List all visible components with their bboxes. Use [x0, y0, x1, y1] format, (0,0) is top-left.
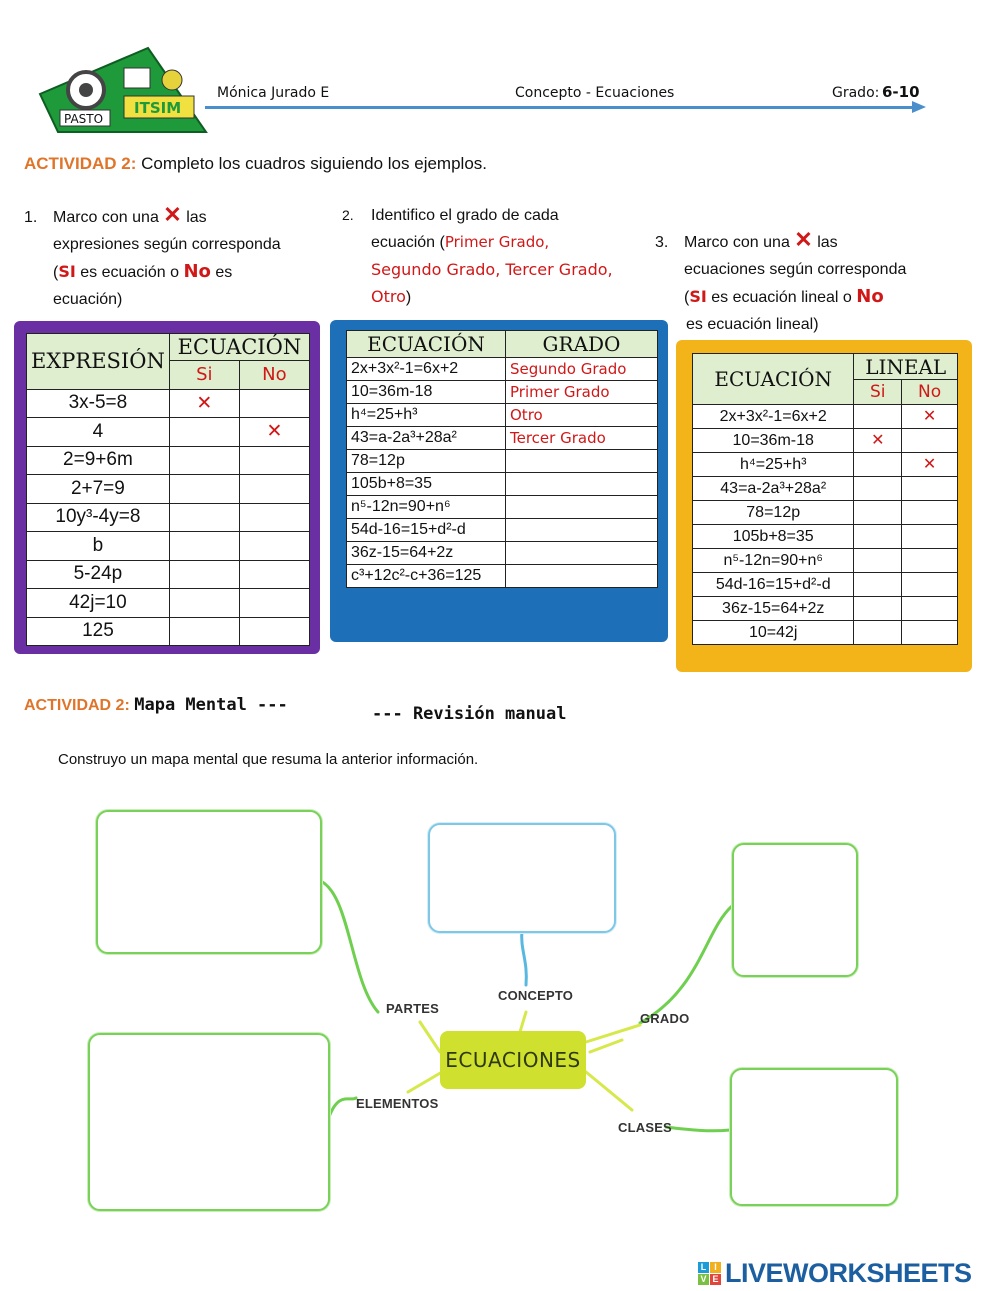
table-3-equation: 36z-15=64+2z	[693, 597, 854, 621]
author-name: Mónica Jurado E	[217, 85, 330, 101]
table-2-equation: 10=36m-18	[347, 381, 506, 404]
table-3-header-si: Si	[854, 380, 902, 405]
table-1-expression: 10y³-4y=8	[27, 503, 170, 532]
table-1-header-expresion: EXPRESIÓN	[27, 334, 170, 390]
table-1-header-no: No	[239, 361, 309, 390]
header-line	[205, 106, 917, 109]
school-logo	[38, 40, 210, 138]
table-2-row	[347, 542, 658, 565]
table-2-grado-cell[interactable]	[506, 496, 658, 519]
table-3-si-cell[interactable]	[854, 621, 902, 645]
mindmap-box-elementos[interactable]	[88, 1033, 330, 1211]
table-1-row	[27, 617, 310, 646]
table-1-header-ecuacion: ECUACIÓN	[169, 334, 309, 361]
instruction-2: 2. Identifico el grado de cada ecuación (Primer Grado, Segundo Grado, Tercer Grado, Otro)	[342, 202, 642, 311]
header-arrowhead	[912, 101, 926, 113]
table-2-row	[347, 404, 658, 427]
activity-1-text: Completo los cuadros siguiendo los ejemplos.	[141, 154, 487, 173]
table-2-row	[347, 565, 658, 588]
table-1-no-cell[interactable]	[239, 503, 309, 532]
table-2-row	[347, 473, 658, 496]
table-1-expression: 3x-5=8	[27, 389, 170, 418]
grade-label: Grado:	[832, 85, 880, 101]
table-2-equation: n⁵-12n=90+n⁶	[347, 496, 506, 519]
activity-1-heading	[24, 154, 487, 174]
table-1-row	[27, 589, 310, 618]
table-3-si-cell[interactable]	[854, 573, 902, 597]
table-3-row	[693, 405, 958, 429]
table-3-si-cell[interactable]	[854, 453, 902, 477]
table-3-si-cell[interactable]	[854, 549, 902, 573]
table-1-no-cell[interactable]	[239, 532, 309, 561]
table-2-header-ecuacion: ECUACIÓN	[347, 331, 506, 358]
table-1-no-cell[interactable]	[239, 617, 309, 646]
table-1-si-cell[interactable]	[169, 446, 239, 475]
table-3-row	[693, 429, 958, 453]
table-3-no-cell[interactable]	[902, 573, 958, 597]
table-2-equation: 54d-16=15+d²-d	[347, 519, 506, 542]
table-2-equation: 2x+3x²-1=6x+2	[347, 358, 506, 381]
table-1-no-cell[interactable]	[239, 446, 309, 475]
mindmap-label-partes: PARTES	[386, 1001, 439, 1016]
table-3-no-cell[interactable]	[902, 429, 958, 453]
table-3-row	[693, 621, 958, 645]
logo-text-pasto: PASTO	[64, 112, 104, 126]
table-2-equation: 78=12p	[347, 450, 506, 473]
table-2-row	[347, 358, 658, 381]
instruction-3: 3. Marco con una ✕ las ecuaciones según corresponda (SI es ecuación lineal o No es ecuación lineal)	[655, 227, 907, 333]
table-3-si-cell[interactable]	[854, 525, 902, 549]
table-1-row	[27, 532, 310, 561]
table-3-equation: h⁴=25+h³	[693, 453, 854, 477]
table-3-equation: 10=36m-18	[693, 429, 854, 453]
table-2-row	[347, 450, 658, 473]
table-2-row	[347, 496, 658, 519]
table-1-si-cell[interactable]	[169, 532, 239, 561]
table-3-row	[693, 549, 958, 573]
mindmap-label-clases: CLASES	[618, 1120, 672, 1135]
table-2-grado-cell[interactable]: Primer Grado	[506, 381, 658, 404]
table-3-no-cell[interactable]	[902, 477, 958, 501]
table-3-header-ecuacion: ECUACIÓN	[693, 354, 854, 405]
table-2-grado-cell[interactable]	[506, 450, 658, 473]
table-1-no-cell[interactable]	[239, 475, 309, 504]
table-2-equation: h⁴=25+h³	[347, 404, 506, 427]
table-1-no-cell[interactable]	[239, 560, 309, 589]
liveworksheets-logo	[698, 1258, 972, 1289]
table-3-row	[693, 501, 958, 525]
table-1-si-cell[interactable]: ✕	[169, 389, 239, 418]
x-mark-icon: ✕	[794, 227, 813, 252]
table-3-equation: n⁵-12n=90+n⁶	[693, 549, 854, 573]
table-1-si-cell[interactable]	[169, 418, 239, 447]
table-2-equation: 43=a-2a³+28a²	[347, 427, 506, 450]
table-1-si-cell[interactable]	[169, 589, 239, 618]
table-1-header-si: Si	[169, 361, 239, 390]
instruction-1: 1. Marco con una ✕ las expresiones según corresponda (SI es ecuación o No es ecuación)	[24, 202, 281, 308]
table-1-row	[27, 446, 310, 475]
table-3-row	[693, 477, 958, 501]
table-2	[346, 330, 658, 588]
table-3-row	[693, 573, 958, 597]
table-1	[26, 333, 310, 646]
table-2-row	[347, 427, 658, 450]
table-1-row	[27, 475, 310, 504]
table-3-equation: 43=a-2a³+28a²	[693, 477, 854, 501]
table-1-si-cell[interactable]	[169, 503, 239, 532]
table-1-expression: 2=9+6m	[27, 446, 170, 475]
table-2-grado-cell[interactable]: Tercer Grado	[506, 427, 658, 450]
table-2-grado-cell[interactable]	[506, 519, 658, 542]
table-1-si-cell[interactable]	[169, 617, 239, 646]
table-1-si-cell[interactable]	[169, 560, 239, 589]
table-1-expression: 4	[27, 418, 170, 447]
table-2-grado-cell[interactable]: Segundo Grado	[506, 358, 658, 381]
table-3-equation: 54d-16=15+d²-d	[693, 573, 854, 597]
logo-text-itsim: ITSIM	[134, 99, 182, 117]
grade-value: 6-10	[882, 83, 920, 101]
table-1-no-cell[interactable]	[239, 589, 309, 618]
table-1-si-cell[interactable]	[169, 475, 239, 504]
table-3-row	[693, 453, 958, 477]
table-1-no-cell[interactable]: ✕	[239, 418, 309, 447]
table-3-no-cell[interactable]	[902, 525, 958, 549]
table-3-no-cell[interactable]	[902, 621, 958, 645]
table-3-si-cell[interactable]	[854, 477, 902, 501]
table-1-row	[27, 560, 310, 589]
table-2-grado-cell[interactable]	[506, 542, 658, 565]
table-3-equation: 10=42j	[693, 621, 854, 645]
table-3-si-cell[interactable]: ✕	[854, 429, 902, 453]
activity-2-heading	[24, 695, 288, 715]
mindmap-box-partes[interactable]	[96, 810, 322, 954]
activity-2-title: Mapa Mental ---	[134, 695, 288, 715]
table-3-row	[693, 525, 958, 549]
table-2-equation: 36z-15=64+2z	[347, 542, 506, 565]
table-2-row	[347, 519, 658, 542]
table-3	[692, 353, 958, 645]
mindmap-center-ecuaciones: ECUACIONES	[440, 1031, 586, 1089]
mindmap-label-concepto: CONCEPTO	[498, 988, 574, 1003]
table-2-grado-cell[interactable]: Otro	[506, 404, 658, 427]
mindmap-box-concepto[interactable]	[428, 823, 616, 933]
mindmap-instruction: Construyo un mapa mental que resuma la anterior información.	[58, 751, 479, 768]
table-1-row	[27, 389, 310, 418]
mindmap-label-elementos: ELEMENTOS	[356, 1096, 439, 1111]
table-3-header-lineal: LINEAL	[854, 354, 958, 380]
revision-manual: --- Revisión manual	[372, 704, 567, 724]
table-1-row	[27, 503, 310, 532]
mindmap-box-grado[interactable]	[732, 843, 858, 977]
table-2-row	[347, 381, 658, 404]
table-3-si-cell[interactable]	[854, 597, 902, 621]
mindmap-label-grado: GRADO	[640, 1011, 690, 1026]
table-3-header-no: No	[902, 380, 958, 405]
activity-2-prefix: ACTIVIDAD 2:	[24, 697, 130, 714]
table-2-equation: c³+12c²-c+36=125	[347, 565, 506, 588]
table-2-grado-cell[interactable]	[506, 565, 658, 588]
table-3-no-cell[interactable]	[902, 549, 958, 573]
table-2-header-grado: GRADO	[506, 331, 658, 358]
table-3-equation: 105b+8=35	[693, 525, 854, 549]
table-1-row	[27, 418, 310, 447]
table-2-equation: 105b+8=35	[347, 473, 506, 496]
table-3-si-cell[interactable]	[854, 501, 902, 525]
table-3-no-cell[interactable]	[902, 501, 958, 525]
table-1-expression: 42j=10	[27, 589, 170, 618]
table-1-no-cell[interactable]	[239, 389, 309, 418]
table-3-no-cell[interactable]: ✕	[902, 405, 958, 429]
instruction-2-number: 2.	[342, 207, 354, 223]
table-2-grado-cell[interactable]	[506, 473, 658, 496]
topic: Concepto - Ecuaciones	[515, 85, 675, 101]
table-3-row	[693, 597, 958, 621]
table-3-no-cell[interactable]: ✕	[902, 453, 958, 477]
table-1-expression: 125	[27, 617, 170, 646]
liveworksheets-brand: LIVEWORKSHEETS	[725, 1258, 972, 1288]
table-3-si-cell[interactable]	[854, 405, 902, 429]
table-1-expression: b	[27, 532, 170, 561]
table-1-expression: 5-24p	[27, 560, 170, 589]
instruction-1-number: 1.	[24, 209, 38, 226]
mindmap-box-clases[interactable]	[730, 1068, 898, 1206]
table-1-expression: 2+7=9	[27, 475, 170, 504]
liveworksheets-logo-icon: L I V E	[698, 1262, 721, 1285]
x-mark-icon: ✕	[163, 202, 182, 227]
table-3-equation: 78=12p	[693, 501, 854, 525]
table-3-no-cell[interactable]	[902, 597, 958, 621]
table-3-equation: 2x+3x²-1=6x+2	[693, 405, 854, 429]
instruction-3-number: 3.	[655, 234, 669, 251]
activity-1-prefix: ACTIVIDAD 2:	[24, 154, 137, 173]
